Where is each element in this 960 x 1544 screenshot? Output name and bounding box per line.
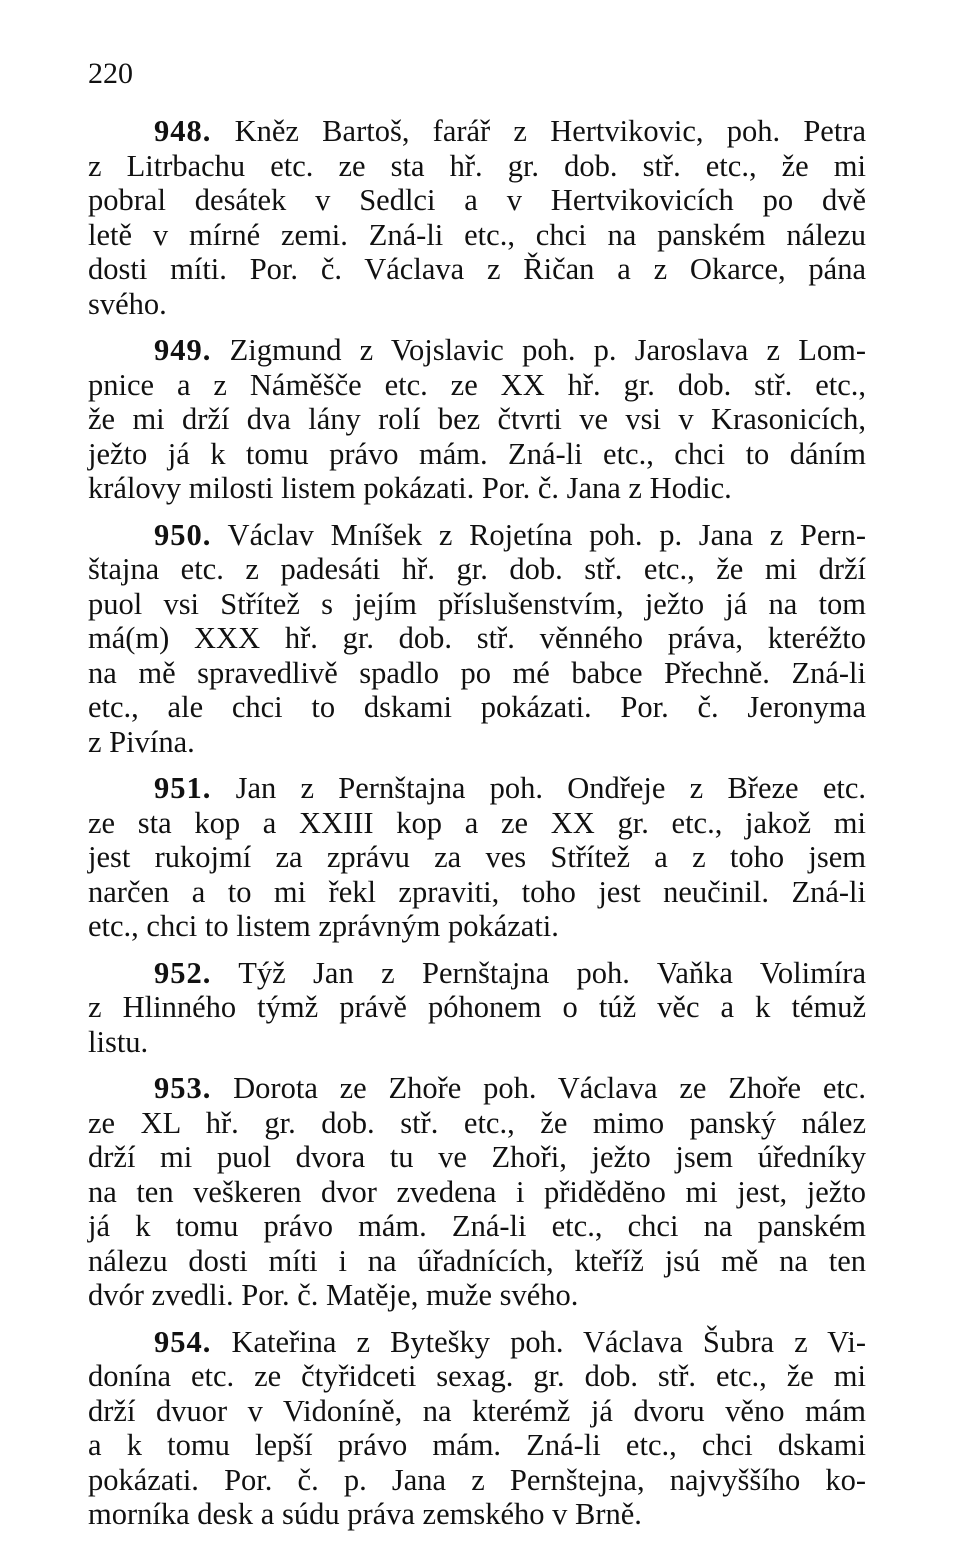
entry-line (88, 114, 866, 149)
entry-953 (88, 1071, 866, 1313)
entry-line: já k tomu právo mám. Zná-li etc., chci na panském (88, 1209, 866, 1243)
entry-line: morníka desk a súdu práva zemského v Brně. (88, 1497, 642, 1531)
entry-line: a k tomu lepší právo mám. Zná-li etc., chci dskami (88, 1428, 866, 1462)
entry-text: Kateřina z Bytešky poh. Václava Šubra z Vi- (231, 1324, 867, 1359)
entry-line: listu. (88, 1024, 149, 1059)
entry-text: Týž Jan z Pernštajna poh. Vaňka Volimíra (238, 955, 866, 990)
entry-number: 950. (154, 517, 212, 552)
entry-text: Dorota ze Zhoře poh. Václava ze Zhoře etc. (233, 1071, 867, 1105)
entry-line: etc., chci to listem zprávným pokázati. (88, 909, 559, 943)
entries-list (88, 114, 866, 1544)
entry-line: na mě spravedlivě spadlo po mé babce Přechně. Zná-li (88, 655, 866, 690)
entry-line: svého. (88, 286, 167, 321)
entry-number: 951. (154, 771, 212, 805)
entry-line: že mi drží dva lány rolí bez čtvrti ve vsi v Krasonicích, (88, 402, 866, 436)
entry-949 (88, 333, 866, 506)
entry-text: Kněz Bartoš, farář z Hertvikovic, poh. Petra (234, 114, 866, 148)
entry-line: letě v mírné zemi. Zná-li etc., chci na panském nálezu (88, 217, 866, 252)
entry-951 (88, 771, 866, 944)
entry-line: drží mi puol dvora tu ve Zhoři, ježto jsem úředníky (88, 1140, 866, 1174)
entry-number: 954. (154, 1324, 212, 1359)
entry-number: 948. (154, 114, 212, 148)
entry-line (88, 518, 866, 553)
entry-line: ze sta kop a XXIII kop a ze XX gr. etc., jakož mi (88, 805, 866, 840)
entry-line: z Hlinného týmž právě póhonem o túž věc a k témuž (88, 990, 866, 1024)
entry-line (88, 1325, 866, 1360)
entry-line: puol vsi Střítež s jejím příslušenstvím, ježto já na tom (88, 586, 866, 621)
entry-line: z Pivína. (88, 724, 195, 759)
entry-line: královy milosti listem pokázati. Por. č. Jana z Hodic. (88, 471, 732, 505)
entry-line: z Litrbachu etc. ze sta hř. gr. dob. stř. etc., že mi (88, 148, 866, 183)
entry-line (88, 1071, 866, 1106)
entry-line: nálezu dosti míti i na úřadnících, kteříž jsú mě na ten (88, 1243, 866, 1278)
entry-line: pobral desátek v Sedlci a v Hertvikovicích po dvě (88, 183, 866, 217)
entry-line: na ten veškeren dvor zvedena i přidědĕno mi jest, ježto (88, 1174, 866, 1209)
entry-line (88, 333, 866, 368)
entry-text: Zigmund z Vojslavic poh. p. Jaroslava z Lom- (229, 333, 867, 367)
entry-line: dosti míti. Por. č. Václava z Řičan a z Okarce, pána (88, 252, 866, 286)
entry-line: štajna etc. z padesáti hř. gr. dob. stř. etc., že mi drží (88, 552, 866, 586)
entry-text: Jan z Pernštajna poh. Ondřeje z Březe etc. (235, 771, 866, 805)
page-number: 220 (88, 57, 133, 90)
entry-line: pnice a z Náměšče etc. ze XX hř. gr. dob. stř. etc., (88, 367, 866, 402)
entry-text: Václav Mníšek z Rojetína poh. p. Jana z Pern- (227, 517, 866, 552)
entry-number: 949. (154, 333, 212, 367)
entry-number: 953. (154, 1071, 212, 1105)
entry-line: pokázati. Por. č. p. Jana z Pernštejna, najvyššího ko- (88, 1462, 866, 1497)
entry-948 (88, 114, 866, 321)
entry-line: ježto já k tomu právo mám. Zná-li etc., chci to dáním (88, 436, 866, 471)
entry-number: 952. (154, 955, 212, 990)
entry-line: drží dvuor v Vidoníně, na kterémž já dvoru věno mám (88, 1393, 866, 1428)
entry-line: etc., ale chci to dskami pokázati. Por. č. Jeronyma (88, 690, 866, 724)
entry-line: ze XL hř. gr. dob. stř. etc., že mimo panský nález (88, 1105, 866, 1140)
entry-line: dvór zvedli. Por. č. Matěje, muže svého. (88, 1278, 579, 1312)
entry-line: jest rukojmí za zprávu za ves Střítež a z toho jsem (88, 840, 866, 874)
entry-line (88, 956, 866, 991)
entry-950 (88, 518, 866, 760)
entry-line: má(m) XXX hř. gr. dob. stř. věnného práva, kteréžto (88, 621, 866, 655)
entry-952 (88, 956, 866, 1060)
entry-line: donína etc. ze čtyřidceti sexag. gr. dob. stř. etc., že mi (88, 1359, 866, 1393)
entry-line: narčen a to mi řekl zpraviti, toho jest neučinil. Zná-li (88, 874, 866, 909)
entry-954 (88, 1325, 866, 1532)
entry-line (88, 771, 866, 806)
